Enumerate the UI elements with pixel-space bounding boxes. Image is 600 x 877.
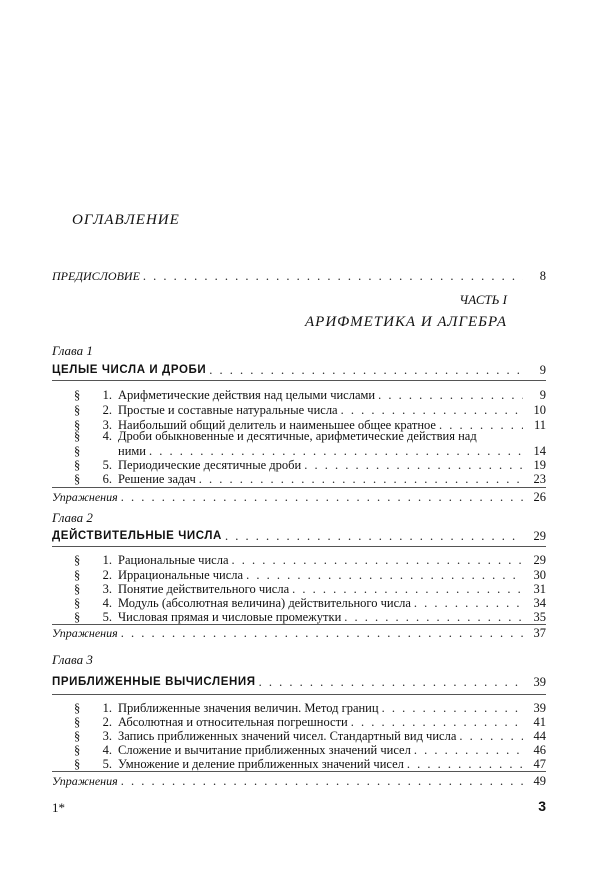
section-number: 1.: [102, 388, 112, 402]
divider: [52, 771, 546, 772]
leader-dots: [149, 444, 523, 458]
section-number: 2.: [102, 715, 112, 729]
section-title: Рациональные числа: [118, 553, 229, 567]
section-symbol: §: [74, 729, 81, 743]
section-symbol: §: [74, 743, 81, 757]
section-title: Простые и составные натуральные числа: [118, 403, 338, 417]
section-symbol: §: [74, 553, 81, 567]
page-title: ОГЛАВЛЕНИЕ: [72, 212, 180, 228]
section-symbol: §: [74, 568, 81, 582]
toc-section-multiline[interactable]: [74, 430, 546, 443]
divider: [52, 546, 546, 547]
leader-dots: [414, 743, 523, 757]
section-number: 4.: [102, 596, 112, 610]
leader-dots: [143, 269, 523, 283]
section-symbol: §: [74, 444, 81, 458]
section-page: 34: [533, 596, 546, 610]
section-page: 9: [539, 388, 546, 402]
leader-dots: [259, 675, 523, 689]
chapter-title: ЦЕЛЫЕ ЧИСЛА И ДРОБИ: [52, 364, 207, 376]
leader-dots: [209, 363, 523, 377]
leader-dots: [341, 403, 523, 417]
section-symbol: §: [74, 596, 81, 610]
section-number: 5.: [102, 458, 112, 472]
section-title-cont: ними: [118, 444, 146, 458]
exercises-title: Упражнения: [52, 626, 118, 640]
leader-dots: [225, 529, 523, 543]
chapter-3-heading[interactable]: [52, 674, 546, 689]
section-number: 1.: [102, 553, 112, 567]
toc-section[interactable]: [74, 471, 546, 486]
section-page: 46: [533, 743, 546, 757]
section-title: Модуль (абсолютная величина) действительного числа: [118, 596, 411, 610]
toc-section-continuation[interactable]: [74, 443, 546, 458]
divider: [52, 487, 546, 488]
chapter-page: 9: [539, 363, 546, 377]
section-number: 4.: [102, 429, 112, 443]
exercises-title: Упражнения: [52, 490, 118, 504]
toc-section[interactable]: [74, 457, 546, 472]
section-title: Запись приближенных значений чисел. Стандартный вид числа: [118, 729, 457, 743]
toc-section[interactable]: [74, 728, 546, 743]
exercises-title: Упражнения: [52, 774, 118, 788]
section-title: Решение задач: [118, 472, 196, 486]
leader-dots: [121, 774, 523, 788]
chapter-page: 29: [533, 529, 546, 543]
section-page: 11: [533, 418, 546, 432]
section-title: Сложение и вычитание приближенных значений чисел: [118, 743, 411, 757]
section-page: 29: [533, 553, 546, 567]
leader-dots: [121, 490, 523, 504]
section-symbol: §: [74, 715, 81, 729]
section-page: 47: [533, 757, 546, 771]
leader-dots: [407, 757, 523, 771]
part-label: ЧАСТЬ I: [459, 292, 507, 307]
leader-dots: [378, 388, 523, 402]
section-title: Понятие действительного числа: [118, 582, 290, 596]
section-number: 3.: [102, 418, 112, 432]
toc-section[interactable]: [74, 552, 546, 567]
toc-section[interactable]: [74, 700, 546, 715]
section-title: Приближенные значения величин. Метод границ: [118, 701, 379, 715]
section-page: 44: [533, 729, 546, 743]
section-symbol: §: [74, 757, 81, 771]
toc-section[interactable]: [74, 714, 546, 729]
part-title: АРИФМЕТИКА И АЛГЕБРА: [305, 314, 507, 330]
section-number: 5.: [102, 757, 112, 771]
leader-dots: [246, 568, 523, 582]
page-number: 3: [538, 798, 546, 814]
section-title: Умножение и деление приближенных значений чисел: [118, 757, 404, 771]
section-title: Наибольший общий делитель и наименьшее общее кратное: [118, 418, 436, 432]
toc-section[interactable]: [74, 742, 546, 757]
section-page: 14: [533, 444, 546, 458]
section-page: 19: [533, 458, 546, 472]
section-page: 23: [533, 472, 546, 486]
toc-exercises[interactable]: [52, 489, 546, 504]
signature-mark: 1*: [52, 800, 65, 815]
toc-section[interactable]: [74, 402, 546, 417]
leader-dots: [121, 626, 523, 640]
section-symbol: §: [74, 472, 81, 486]
section-number: 5.: [102, 610, 112, 624]
leader-dots: [414, 596, 523, 610]
toc-section[interactable]: [74, 756, 546, 771]
section-symbol: §: [74, 418, 81, 432]
toc-section[interactable]: [74, 595, 546, 610]
leader-dots: [459, 729, 523, 743]
exercises-page: 37: [533, 626, 546, 640]
chapter-2-label: Глава 2: [52, 510, 93, 525]
section-page: 41: [533, 715, 546, 729]
section-symbol: §: [74, 458, 81, 472]
section-number: 1.: [102, 701, 112, 715]
chapter-1-label: Глава 1: [52, 343, 93, 358]
section-number: 2.: [102, 403, 112, 417]
leader-dots: [292, 582, 523, 596]
preface-page: 8: [539, 269, 546, 283]
section-page: 39: [533, 701, 546, 715]
exercises-page: 49: [533, 774, 546, 788]
chapter-title: ДЕЙСТВИТЕЛЬНЫЕ ЧИСЛА: [52, 530, 222, 542]
section-title: Числовая прямая и числовые промежутки: [118, 610, 342, 624]
section-title: Абсолютная и относительная погрешности: [118, 715, 348, 729]
section-number: 3.: [102, 582, 112, 596]
toc-section[interactable]: [74, 609, 546, 624]
section-number: 6.: [102, 472, 112, 486]
section-symbol: §: [74, 429, 81, 443]
section-symbol: §: [74, 582, 81, 596]
section-symbol: §: [74, 610, 81, 624]
toc-section[interactable]: [74, 581, 546, 596]
section-page: 35: [533, 610, 546, 624]
toc-exercises[interactable]: [52, 773, 546, 788]
leader-dots: [232, 553, 524, 567]
toc-entry-preface[interactable]: [52, 268, 546, 283]
section-symbol: §: [74, 701, 81, 715]
leader-dots: [351, 715, 523, 729]
section-page: 30: [533, 568, 546, 582]
chapter-1-heading[interactable]: [52, 362, 546, 377]
leader-dots: [304, 458, 523, 472]
toc-section[interactable]: [74, 567, 546, 582]
divider: [52, 694, 546, 695]
section-title: Иррациональные числа: [118, 568, 244, 582]
section-number: 2.: [102, 568, 112, 582]
section-symbol: §: [74, 388, 81, 402]
chapter-title: ПРИБЛИЖЕННЫЕ ВЫЧИСЛЕНИЯ: [52, 676, 256, 688]
section-page: 10: [533, 403, 546, 417]
exercises-page: 26: [533, 490, 546, 504]
leader-dots: [382, 701, 523, 715]
chapter-2-heading[interactable]: [52, 528, 546, 543]
chapter-page: 39: [533, 675, 546, 689]
chapter-3-label: Глава 3: [52, 652, 93, 667]
section-title: Дроби обыкновенные и десятичные, арифметические действия над: [118, 429, 477, 443]
leader-dots: [199, 472, 523, 486]
section-symbol: §: [74, 403, 81, 417]
toc-exercises[interactable]: [52, 625, 546, 640]
divider: [52, 380, 546, 381]
section-title: Арифметические действия над целыми числами: [118, 388, 376, 402]
toc-section[interactable]: [74, 387, 546, 402]
section-number: 3.: [102, 729, 112, 743]
preface-title: ПРЕДИСЛОВИЕ: [52, 269, 140, 283]
section-page: 31: [533, 582, 546, 596]
section-title: Периодические десятичные дроби: [118, 458, 302, 472]
leader-dots: [344, 610, 523, 624]
section-number: 4.: [102, 743, 112, 757]
